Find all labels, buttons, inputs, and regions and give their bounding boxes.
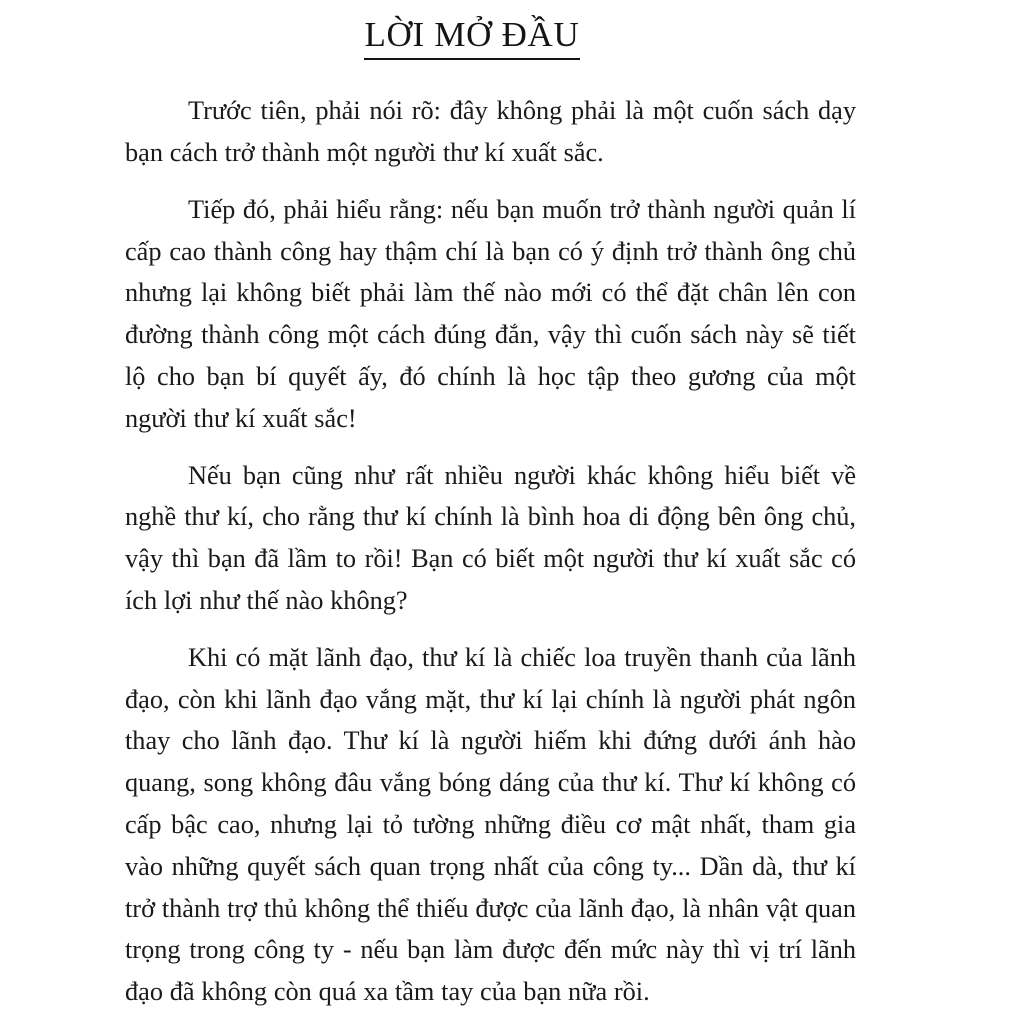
paragraph-4: Khi có mặt lãnh đạo, thư kí là chiếc loa truyền thanh của lãnh đạo, còn khi lãnh đạo vắng mặt, thư kí lại chính là người phát ngôn thay cho lãnh đạo. Thư kí là người hiếm khi đứng dưới ánh hào quang, song không đâu vắng bóng dáng của thư kí. Thư kí không có cấp bậc cao, nhưng lại tỏ tường những điều cơ mật nhất, tham gia vào những quyết sách quan trọng nhất của công ty... Dần dà, thư kí trở thành trợ thủ không thể thiếu được của lãnh đạo, là nhân vật quan trọng trong công ty - nếu bạn làm được đến mức này thì vị trí lãnh đạo đã không còn quá xa tầm tay của bạn nữa rồi. bbox=[125, 642, 856, 1007]
paragraph-2: Tiếp đó, phải hiểu rằng: nếu bạn muốn trở thành người quản lí cấp cao thành công hay thậm chí là bạn có ý định trở thành ông chủ nhưng lại không biết phải làm thế nào mới có thể đặt chân lên con đường thành công một cách đúng đắn, vậy thì cuốn sách này sẽ tiết lộ cho bạn bí quyết ấy, đó chính là học tập theo gương của một người thư kí xuất sắc! bbox=[125, 194, 856, 433]
document-body bbox=[125, 90, 856, 1013]
page-title bbox=[107, 14, 837, 60]
page-title-text: LỜI MỞ ĐẦU bbox=[364, 14, 579, 60]
paragraph-1: Trước tiên, phải nói rõ: đây không phải là một cuốn sách dạy bạn cách trở thành một người thư kí xuất sắc. bbox=[125, 96, 856, 168]
paragraph-3: Nếu bạn cũng như rất nhiều người khác không hiểu biết về nghề thư kí, cho rằng thư kí chính là bình hoa di động bên ông chủ, vậy thì bạn đã lầm to rồi! Bạn có biết một người thư kí xuất sắc có ích lợi như thế nào không? bbox=[125, 460, 856, 616]
